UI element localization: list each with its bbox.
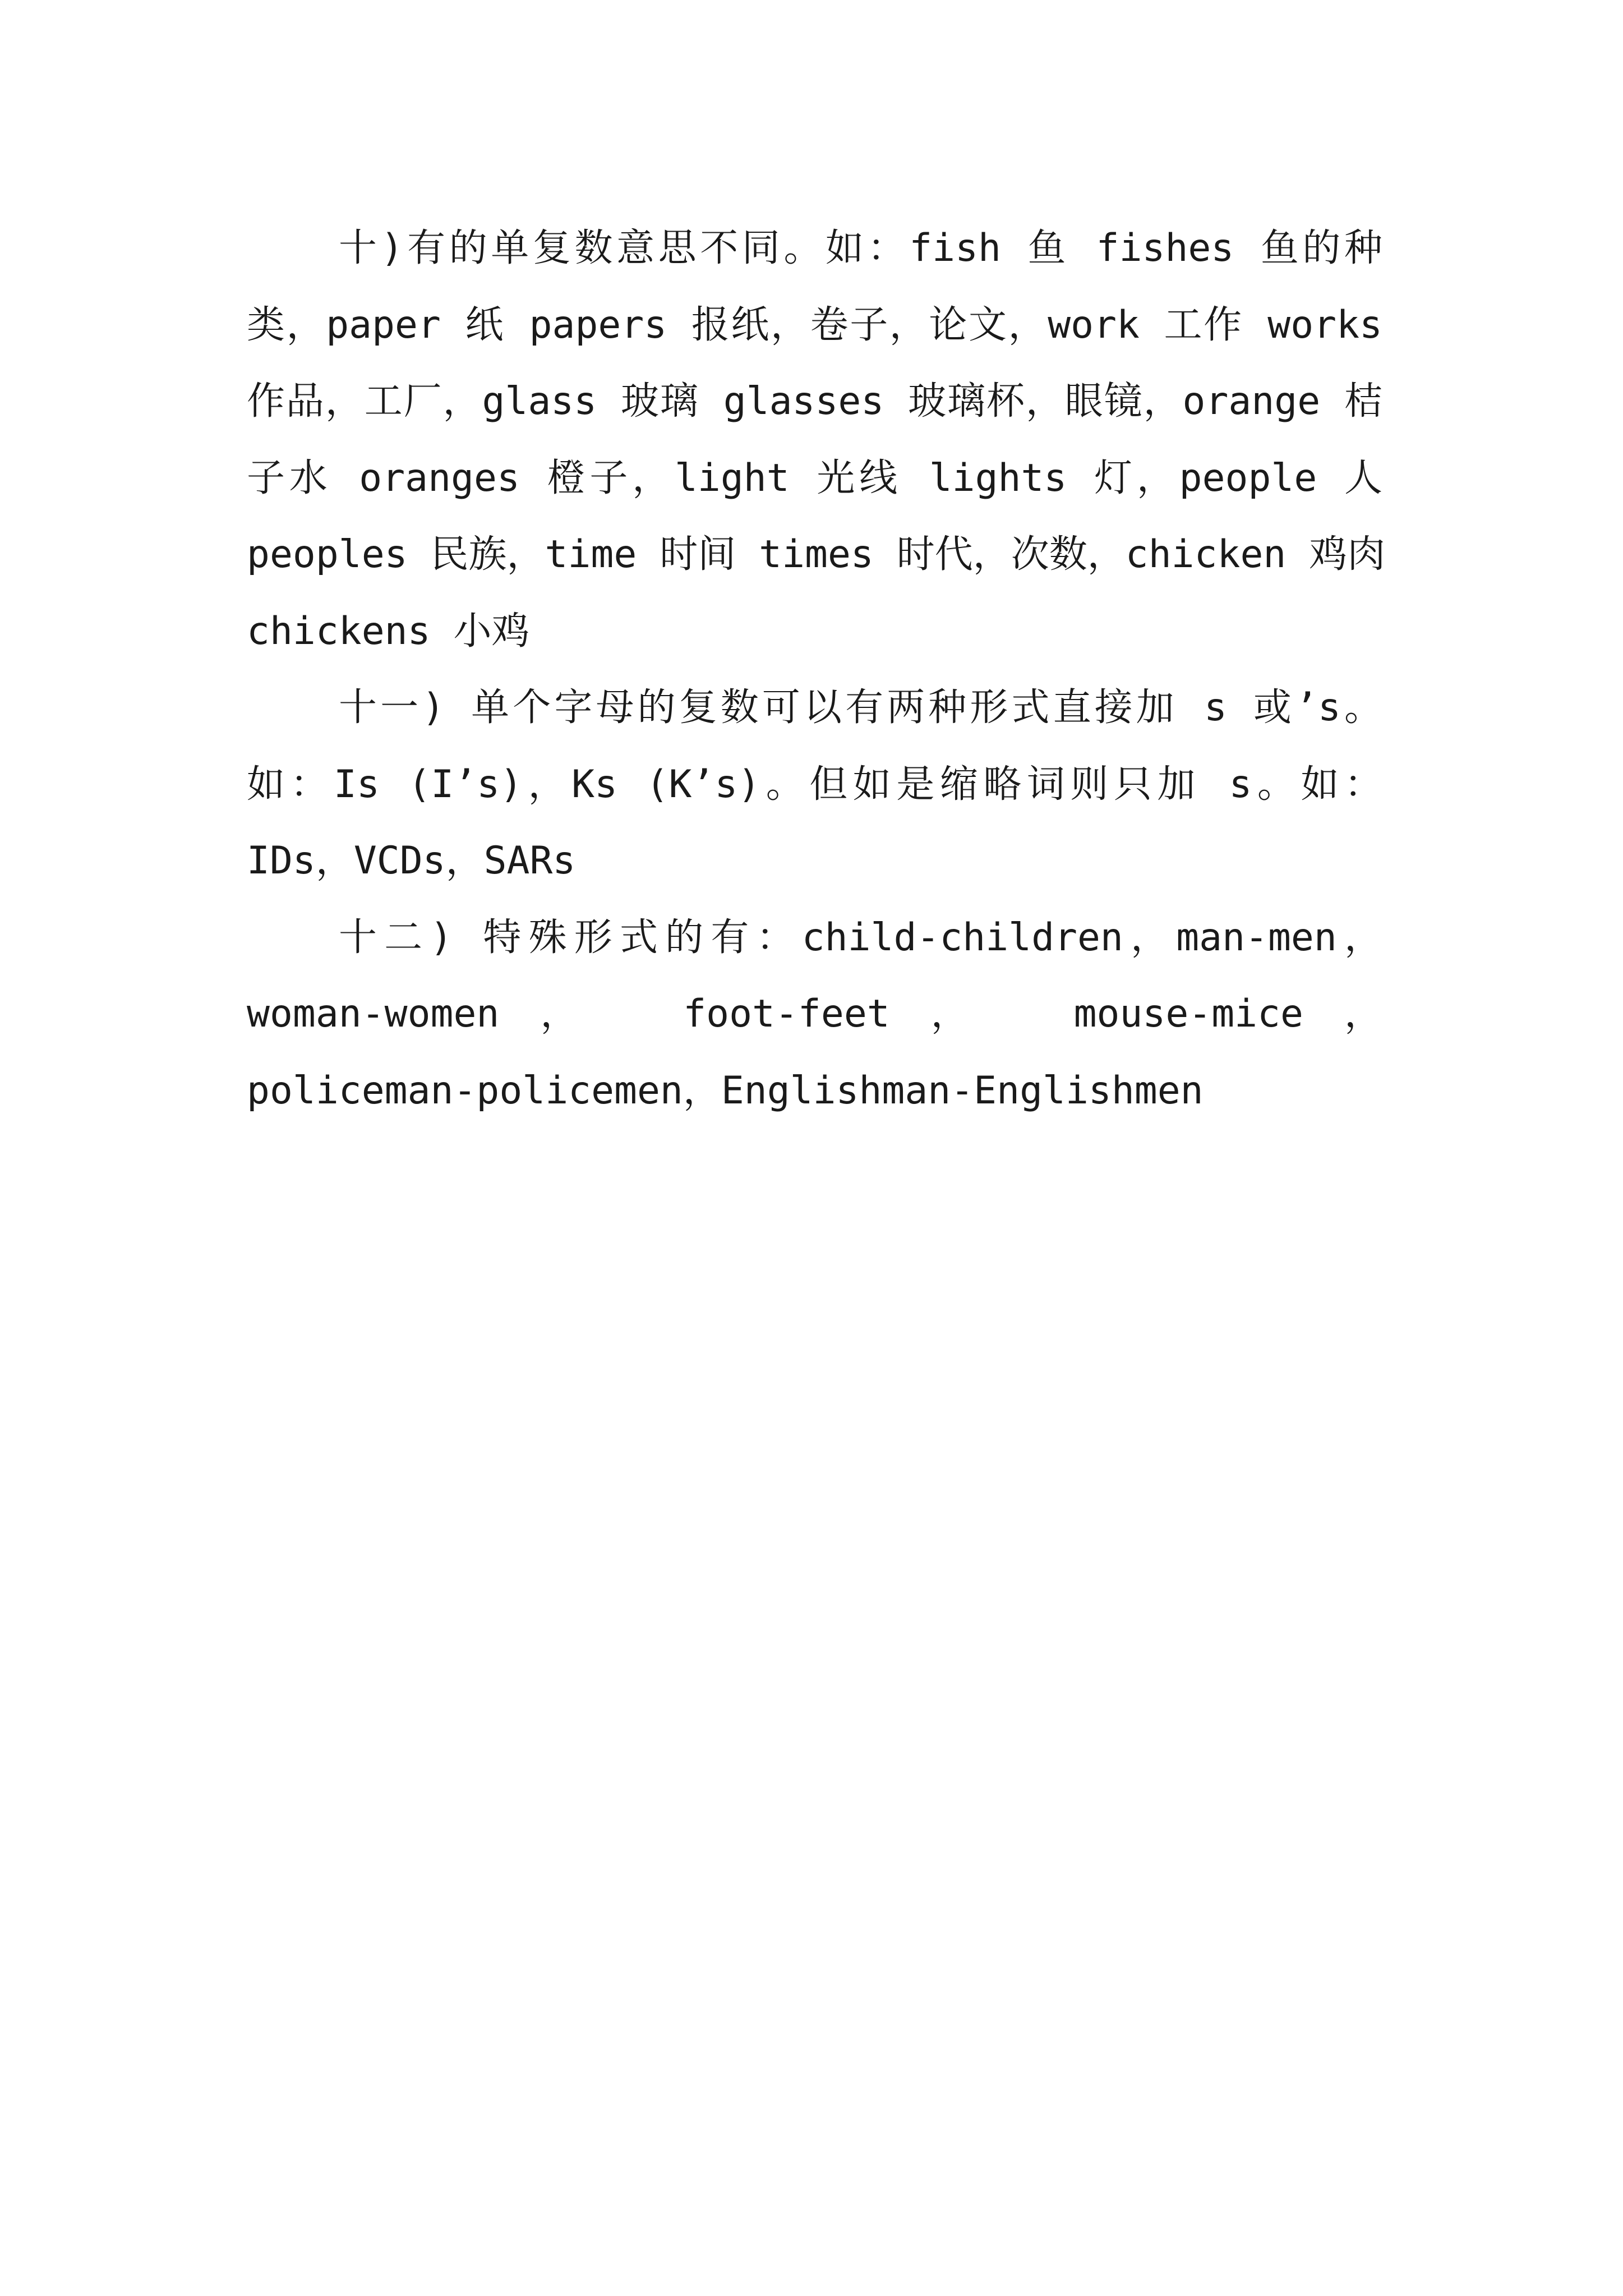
- paragraph-line: policeman-policemen，Englishman-Englishmen: [247, 1068, 1204, 1113]
- paragraph-line: IDs，VCDs，SARs: [247, 839, 576, 883]
- paragraph-line: 子水 oranges 橙子，light 光线 lights 灯，people 人: [247, 455, 1382, 500]
- paragraph-line: 类，paper 纸 papers 报纸，卷子，论文，work 工作 works: [247, 302, 1382, 347]
- paragraph-line: 作品，工厂，glass 玻璃 glasses 玻璃杯，眼镜，orange 桔: [247, 379, 1382, 424]
- paragraph-11: [247, 670, 1382, 900]
- paragraph-line: woman-women， foot-feet， mouse-mice，: [247, 992, 1382, 1036]
- paragraph-line: chickens 小鸡: [247, 609, 530, 654]
- paragraph-line: 十)有的单复数意思不同。如：fish 鱼 fishes 鱼的种: [339, 226, 1382, 270]
- paragraph-10: [247, 210, 1386, 670]
- paragraph-line: 如：Is (I’s)，Ks (K’s)。但如是缩略词则只加 s。如：: [247, 762, 1382, 807]
- paragraph-12: [247, 900, 1382, 1130]
- paragraph-line: peoples 民族，time 时间 times 时代，次数，chicken 鸡肉: [247, 532, 1386, 577]
- document-body: [247, 210, 1386, 1129]
- paragraph-line: 十一) 单个字母的复数可以有两种形式直接加 s 或’s。: [339, 685, 1382, 730]
- paragraph-line: 十二) 特殊形式的有：child-children，man-men，: [339, 915, 1382, 960]
